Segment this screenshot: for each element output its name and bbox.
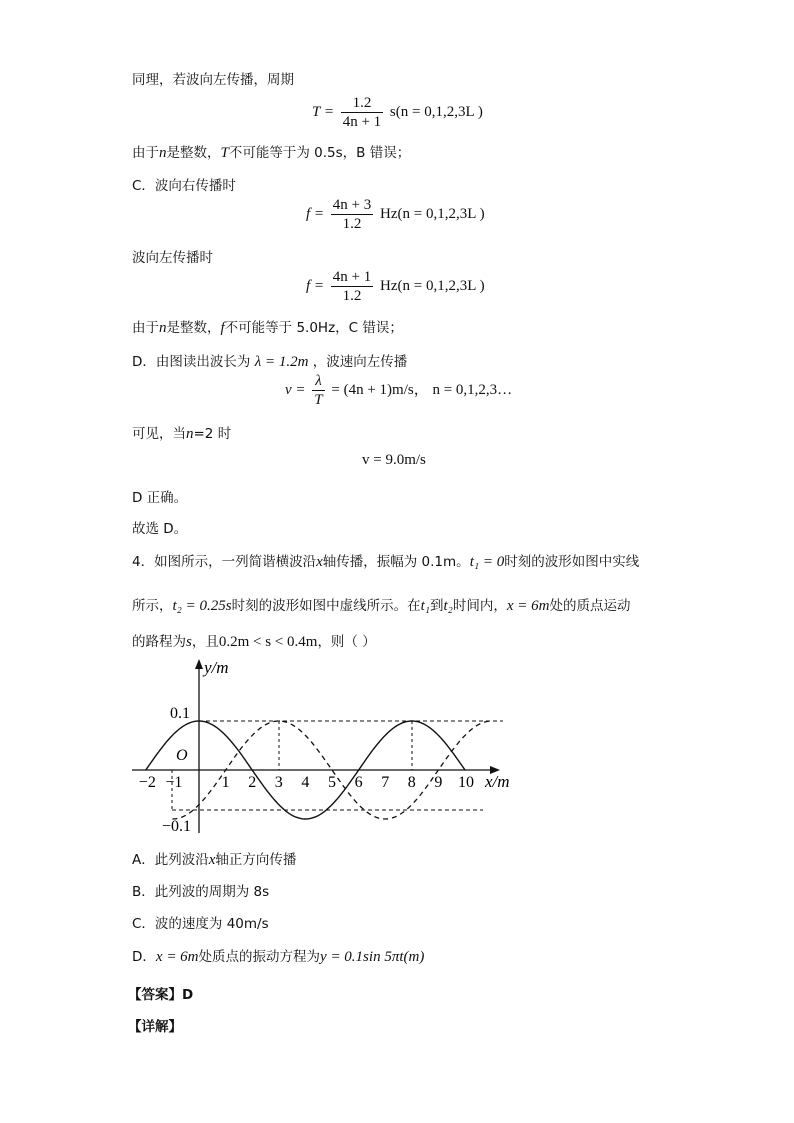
option-a xyxy=(132,848,296,869)
x-tick-4: 4 xyxy=(301,774,310,791)
q4-part-h: 时刻的波形如图中虚线所示。在 xyxy=(231,598,421,614)
q4-part-c: 轴传播，振幅为 0.1m。 xyxy=(322,554,470,570)
q4-part-f: 所示， xyxy=(132,598,173,614)
eq4-rhs: = (4n + 1)m/s， n = 0,1,2,3… xyxy=(331,381,513,398)
answer-label: 【答案】D xyxy=(128,987,194,1003)
eq2-lhs: f = xyxy=(306,205,325,222)
l5-part-e: 不可能等于 5.0Hz，C 错误； xyxy=(224,320,403,336)
x-tick-10: 10 xyxy=(458,774,474,791)
q4-t1-ref: t₁ xyxy=(420,598,430,614)
l2-part-a: 由于 xyxy=(132,145,159,161)
q4-t2: t₂ = 0.25s xyxy=(172,598,232,614)
l2-part-c: 是整数， xyxy=(166,145,221,161)
x-tick-1: 1 xyxy=(221,774,230,791)
l6-wavelength: λ = 1.2m xyxy=(254,354,309,370)
x-tick-5: 5 xyxy=(328,774,336,791)
text-line-2 xyxy=(132,141,410,162)
option-b: B．此列波的周期为 8s xyxy=(132,884,270,900)
text-line-8: D 正确。 xyxy=(132,490,188,506)
x-tick-2: 2 xyxy=(248,774,257,791)
eq3-numerator: 4n + 1 xyxy=(332,269,372,285)
eq2-rhs: Hz(n = 0,1,2,3L ) xyxy=(380,205,485,222)
eq4-numerator: λ xyxy=(312,372,324,391)
q4-x6: x = 6m xyxy=(506,598,550,614)
option-a-part-a: A．此列波沿 xyxy=(132,852,209,868)
q4-part-j: 到 xyxy=(429,598,444,614)
l6-part-a: D．由图读出波长为 xyxy=(132,354,251,370)
text-line-9: 故选 D。 xyxy=(132,521,188,537)
eq1-numerator: 1.2 xyxy=(341,94,383,113)
equation-speed-result: v = 9.0m/s xyxy=(362,452,426,468)
l2-var-n: n xyxy=(159,145,167,161)
q4-part-e: 时刻的波形如图中实线 xyxy=(504,554,640,570)
option-d-x6: x = 6m xyxy=(155,949,199,965)
detail-label: 【详解】 xyxy=(128,1019,182,1035)
y-tick-minus0.1: −0.1 xyxy=(162,818,192,835)
question-4-line-3 xyxy=(132,630,376,651)
text-line-6 xyxy=(132,350,407,371)
eq1-lhs: T = xyxy=(312,103,334,120)
text-line-1: 同理，若波向左传播，周期 xyxy=(132,72,294,88)
x-tick-3: 3 xyxy=(274,774,283,791)
eq2-denominator: 1.2 xyxy=(342,216,362,232)
q4-part-a: 4．如图所示，一列简谐横波沿 xyxy=(132,554,317,570)
y-axis-arrow xyxy=(195,659,203,669)
q4-part-n: 处的质点运动 xyxy=(549,598,631,614)
eq1-denominator: 4n + 1 xyxy=(342,114,382,130)
l5-var-n: n xyxy=(159,320,167,336)
origin-label: O xyxy=(176,747,188,764)
equation-freq-right xyxy=(306,196,485,233)
q4-part-q: ，且 xyxy=(191,634,219,650)
equation-period-left xyxy=(312,94,483,131)
q4-t1: t₁ = 0 xyxy=(469,554,505,570)
x-tick-7: 7 xyxy=(381,774,390,791)
option-a-var-x: x xyxy=(208,852,216,868)
x-tick-minus2: −2 xyxy=(138,774,156,791)
question-4-line-1 xyxy=(132,550,639,571)
option-d xyxy=(132,945,424,966)
x-tick-labels xyxy=(139,774,474,791)
question-4-line-2 xyxy=(132,594,631,615)
x-tick-minus1: −1 xyxy=(165,774,183,791)
l5-part-c: 是整数， xyxy=(166,320,221,336)
x-tick-8: 8 xyxy=(407,774,416,791)
q4-var-s: s xyxy=(186,634,192,650)
eq1-rhs: s(n = 0,1,2,3L ) xyxy=(389,103,483,120)
text-line-5 xyxy=(132,316,403,337)
eq2-fraction xyxy=(331,196,373,233)
option-a-part-c: 轴正方向传播 xyxy=(215,852,297,868)
eq3-denominator: 1.2 xyxy=(342,288,362,304)
option-d-part-a: D． xyxy=(132,949,156,965)
y-axis-label: y/m xyxy=(204,658,229,677)
eq2-numerator: 4n + 3 xyxy=(332,197,372,213)
option-d-equation: y = 0.1sin 5πt(m) xyxy=(320,949,425,965)
eq3-rhs: Hz(n = 0,1,2,3L ) xyxy=(380,277,485,294)
q4-part-s: ，则（ ） xyxy=(317,634,376,650)
l6-part-c: ，波速向左传播 xyxy=(312,354,408,370)
l7-var-n: n xyxy=(186,426,194,442)
eq1-fraction xyxy=(341,94,383,131)
eq4-lhs: v = xyxy=(285,381,306,398)
option-d-part-c: 处质点的振动方程为 xyxy=(198,949,321,965)
option-c: C．波的速度为 40m/s xyxy=(132,916,269,932)
q4-part-o: 的路程为 xyxy=(132,634,186,650)
q4-var-x: x xyxy=(316,554,323,570)
eq3-lhs: f = xyxy=(306,277,325,294)
equation-velocity xyxy=(285,372,512,409)
x-tick-6: 6 xyxy=(354,774,363,791)
l5-var-f: f xyxy=(220,320,225,336)
equation-freq-left xyxy=(306,268,485,305)
text-line-7 xyxy=(132,422,231,443)
l7-part-a: 可见，当 xyxy=(132,426,186,442)
y-tick-0.1: 0.1 xyxy=(170,705,190,722)
eq4-denominator: T xyxy=(314,392,323,408)
eq3-fraction xyxy=(331,268,373,305)
l5-part-a: 由于 xyxy=(132,320,159,336)
text-line-4: 波向左传播时 xyxy=(132,250,213,266)
eq4-fraction xyxy=(312,372,324,409)
x-axis-label: x/m xyxy=(485,772,510,791)
q4-part-l: 时间内， xyxy=(452,598,507,614)
l2-part-e: 不可能等于为 0.5s，B 错误； xyxy=(228,145,411,161)
l7-part-c: =2 时 xyxy=(193,426,232,442)
q4-t2-ref: t₂ xyxy=(443,598,453,614)
l2-var-T: T xyxy=(220,145,229,161)
q4-range: 0.2m < s < 0.4m xyxy=(218,634,318,650)
wave-figure xyxy=(128,655,528,835)
x-tick-9: 9 xyxy=(434,774,443,791)
text-line-3: C．波向右传播时 xyxy=(132,178,236,194)
